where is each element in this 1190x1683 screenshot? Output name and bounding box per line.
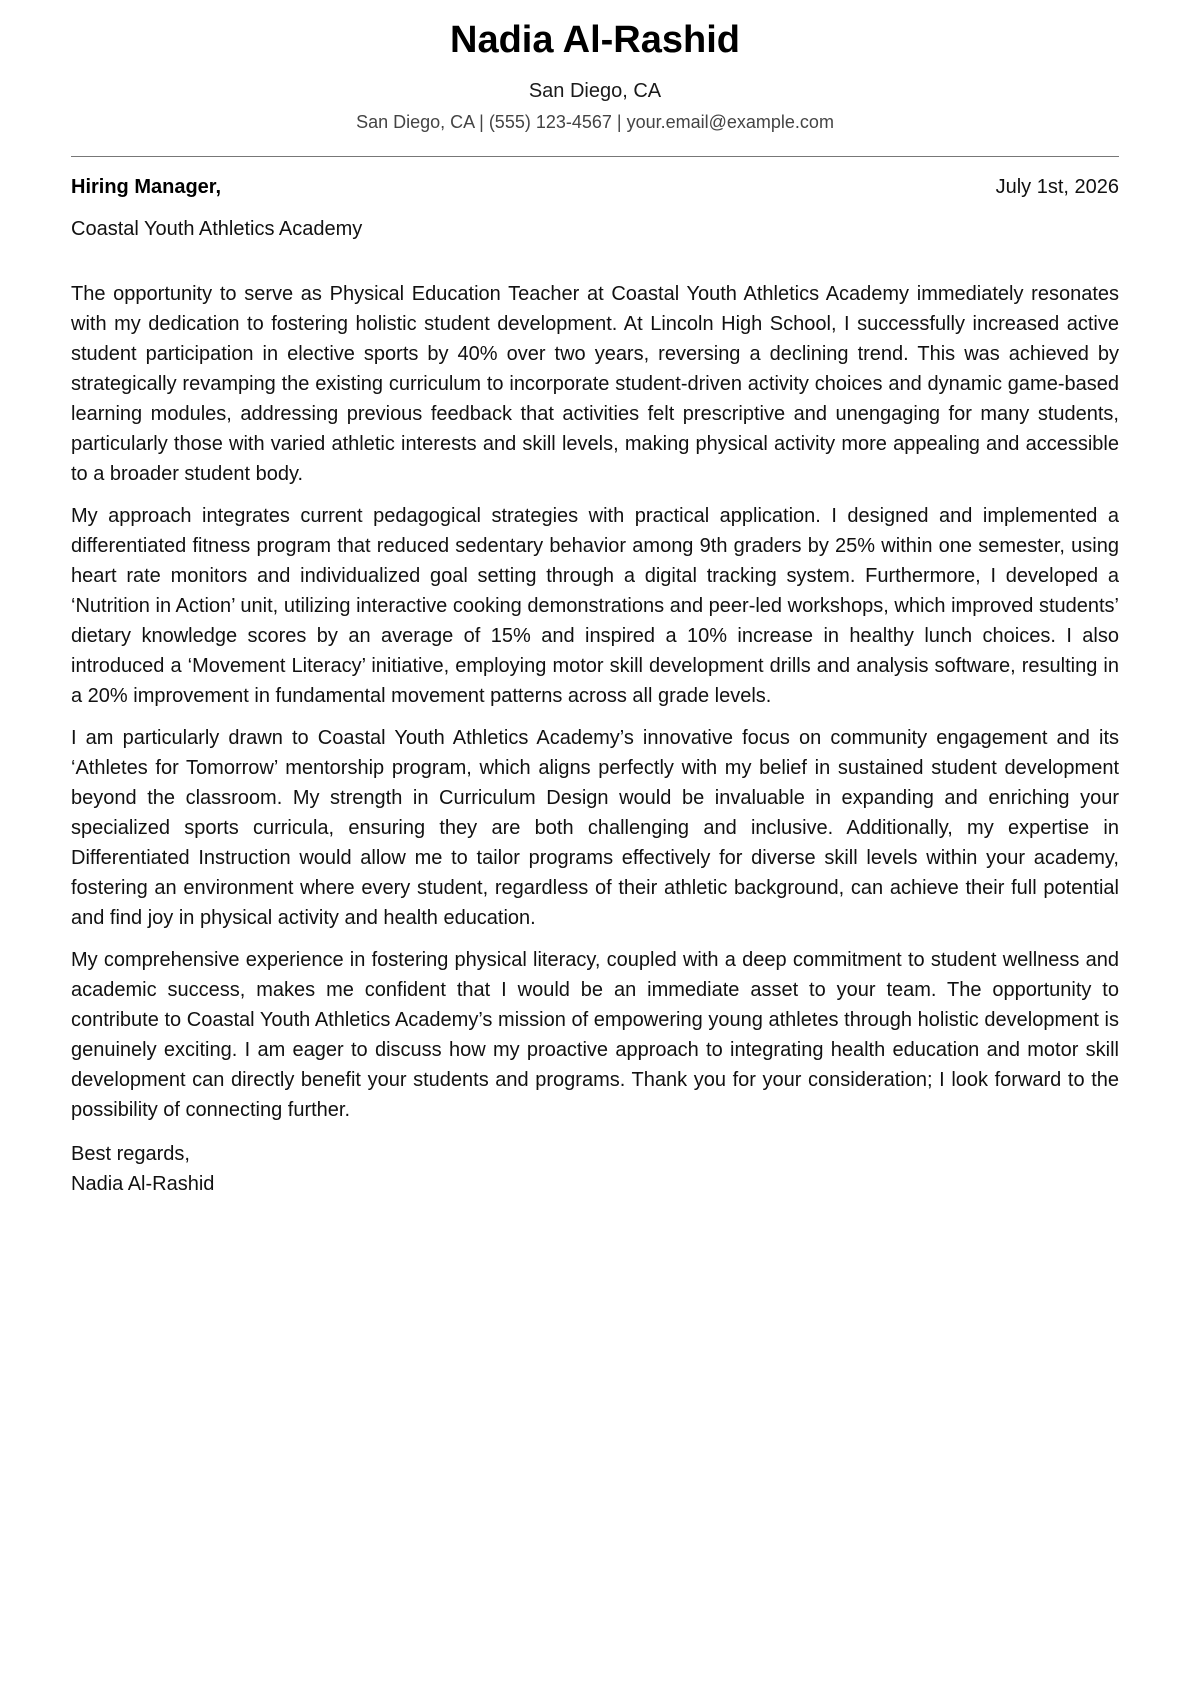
applicant-location: San Diego, CA xyxy=(528,80,662,102)
applicant-name: Nadia Al-Rashid xyxy=(450,19,740,61)
company-name: Coastal Youth Athletics Academy xyxy=(71,218,363,240)
body-paragraph: My comprehensive experience in fostering physical literacy, coupled with a deep commitment to student wellness and academic success, makes me confident that I would be an immediate asset to your team. The opportunity to contribute to Coastal Youth Athletics Academy’s mission of empowering young athletes through holistic development is genuinely exciting. I am eager to discuss how my proactive approach to integrating health education and motor skill development can directly benefit your students and programs. Thank you for your consideration; I look forward to the possibility of connecting further. xyxy=(71,949,1119,1121)
letter-header xyxy=(71,0,1119,134)
closing-salutation: Best regards, xyxy=(71,1143,190,1165)
recipient-salutation: Hiring Manager, xyxy=(71,176,222,198)
body-paragraph: I am particularly drawn to Coastal Youth Athletics Academy’s innovative focus on community engagement and its ‘Athletes for Tomorrow’ mentorship program, which aligns perfectly with my belief in sustained student development beyond the classroom. My strength in Curriculum Design would be invaluable in expanding and enriching your specialized sports curricula, ensuring they are both challenging and inclusive. Additionally, my expertise in Differentiated Instruction would allow me to tailor programs effectively for diverse skill levels within your academy, fostering an environment where every student, regardless of their athletic background, can achieve their full potential and find joy in physical activity and health education. xyxy=(71,727,1119,929)
contact-line: San Diego, CA | (555) 123-4567 | your.email@example.com xyxy=(356,112,834,132)
letter-date: July 1st, 2026 xyxy=(995,176,1119,198)
closing-signature: Nadia Al-Rashid xyxy=(71,1173,215,1195)
letter-closing xyxy=(71,1139,1119,1199)
body-paragraph: The opportunity to serve as Physical Education Teacher at Coastal Youth Athletics Academy immediately resonates with my dedication to fostering holistic student development. At Lincoln High School, I successfully increased active student participation in elective sports by 40% over two years, reversing a declining trend. This was achieved by strategically revamping the existing curriculum to incorporate student-driven activity choices and dynamic game-based learning modules, addressing previous feedback that activities felt prescriptive and unengaging for many students, particularly those with varied athletic interests and skill levels, making physical activity more appealing and accessible to a broader student body. xyxy=(71,283,1119,485)
recipient-date-row xyxy=(71,173,1119,201)
letter-body xyxy=(71,279,1119,1125)
header-divider xyxy=(71,156,1119,157)
body-paragraph: My approach integrates current pedagogical strategies with practical application. I designed and implemented a differentiated fitness program that reduced sedentary behavior among 9th graders by 25% within one semester, using heart rate monitors and individualized goal setting through a digital tracking system. Furthermore, I developed a ‘Nutrition in Action’ unit, utilizing interactive cooking demonstrations and peer-led workshops, which improved students’ dietary knowledge scores by an average of 15% and inspired a 10% increase in healthy lunch choices. I also introduced a ‘Movement Literacy’ initiative, employing motor skill development drills and analysis software, resulting in a 20% improvement in fundamental movement patterns across all grade levels. xyxy=(71,505,1119,707)
